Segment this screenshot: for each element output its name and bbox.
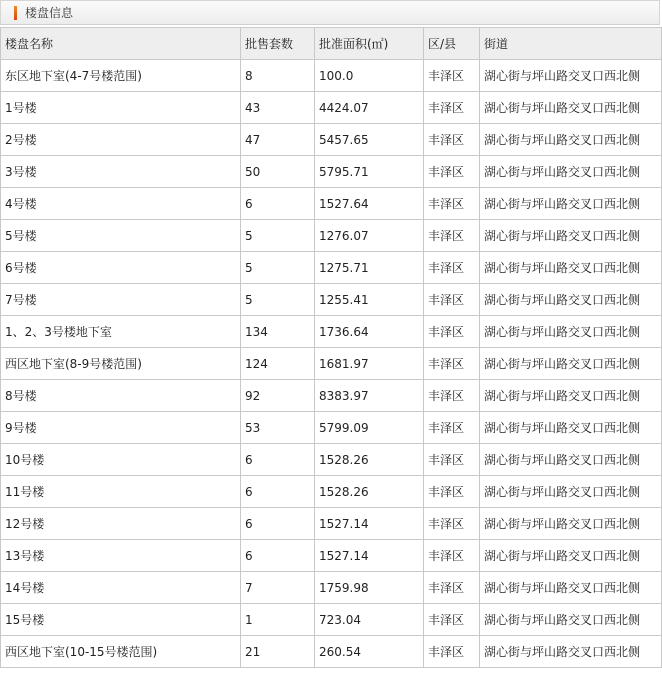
table-row xyxy=(1,124,662,156)
cell-district: 丰泽区 xyxy=(424,252,480,284)
cell-approved-area: 1681.97 xyxy=(315,348,424,380)
cell-approved-area: 1736.64 xyxy=(315,316,424,348)
cell-district: 丰泽区 xyxy=(424,124,480,156)
cell-units-sold: 6 xyxy=(241,476,315,508)
cell-approved-area: 1255.41 xyxy=(315,284,424,316)
cell-district: 丰泽区 xyxy=(424,348,480,380)
table-row xyxy=(1,444,662,476)
cell-building-name: 10号楼 xyxy=(1,444,241,476)
cell-district: 丰泽区 xyxy=(424,476,480,508)
cell-approved-area: 1276.07 xyxy=(315,220,424,252)
panel-title: 楼盘信息 xyxy=(25,6,74,20)
table-row xyxy=(1,156,662,188)
cell-district: 丰泽区 xyxy=(424,540,480,572)
cell-approved-area: 8383.97 xyxy=(315,380,424,412)
cell-street: 湖心街与坪山路交叉口西北侧 xyxy=(480,92,662,124)
cell-units-sold: 5 xyxy=(241,252,315,284)
cell-approved-area: 1527.14 xyxy=(315,540,424,572)
column-header-units: 批售套数 xyxy=(241,28,315,60)
cell-units-sold: 47 xyxy=(241,124,315,156)
table-header-row xyxy=(1,28,662,60)
table-row xyxy=(1,604,662,636)
section-marker-icon xyxy=(14,6,17,20)
cell-street: 湖心街与坪山路交叉口西北侧 xyxy=(480,316,662,348)
cell-street: 湖心街与坪山路交叉口西北侧 xyxy=(480,60,662,92)
cell-street: 湖心街与坪山路交叉口西北侧 xyxy=(480,188,662,220)
cell-building-name: 西区地下室(10-15号楼范围) xyxy=(1,636,241,668)
table-row xyxy=(1,316,662,348)
cell-street: 湖心街与坪山路交叉口西北侧 xyxy=(480,252,662,284)
cell-building-name: 4号楼 xyxy=(1,188,241,220)
cell-building-name: 8号楼 xyxy=(1,380,241,412)
cell-district: 丰泽区 xyxy=(424,156,480,188)
cell-street: 湖心街与坪山路交叉口西北侧 xyxy=(480,412,662,444)
column-header-street: 街道 xyxy=(480,28,662,60)
cell-district: 丰泽区 xyxy=(424,220,480,252)
cell-street: 湖心街与坪山路交叉口西北侧 xyxy=(480,540,662,572)
cell-street: 湖心街与坪山路交叉口西北侧 xyxy=(480,156,662,188)
table-row xyxy=(1,540,662,572)
cell-district: 丰泽区 xyxy=(424,412,480,444)
cell-approved-area: 5457.65 xyxy=(315,124,424,156)
table-row xyxy=(1,572,662,604)
cell-units-sold: 124 xyxy=(241,348,315,380)
column-header-name: 楼盘名称 xyxy=(1,28,241,60)
cell-approved-area: 5799.09 xyxy=(315,412,424,444)
cell-approved-area: 1759.98 xyxy=(315,572,424,604)
cell-units-sold: 43 xyxy=(241,92,315,124)
cell-approved-area: 260.54 xyxy=(315,636,424,668)
cell-units-sold: 21 xyxy=(241,636,315,668)
cell-street: 湖心街与坪山路交叉口西北侧 xyxy=(480,508,662,540)
cell-district: 丰泽区 xyxy=(424,60,480,92)
cell-approved-area: 1527.64 xyxy=(315,188,424,220)
cell-building-name: 15号楼 xyxy=(1,604,241,636)
cell-street: 湖心街与坪山路交叉口西北侧 xyxy=(480,284,662,316)
cell-building-name: 12号楼 xyxy=(1,508,241,540)
cell-units-sold: 6 xyxy=(241,508,315,540)
cell-approved-area: 100.0 xyxy=(315,60,424,92)
cell-district: 丰泽区 xyxy=(424,188,480,220)
table-row xyxy=(1,60,662,92)
panel-header xyxy=(0,0,660,25)
cell-approved-area: 1528.26 xyxy=(315,444,424,476)
cell-district: 丰泽区 xyxy=(424,636,480,668)
table-row xyxy=(1,252,662,284)
cell-district: 丰泽区 xyxy=(424,444,480,476)
table-row xyxy=(1,476,662,508)
column-header-area: 批准面积(㎡) xyxy=(315,28,424,60)
cell-street: 湖心街与坪山路交叉口西北侧 xyxy=(480,220,662,252)
cell-units-sold: 92 xyxy=(241,380,315,412)
cell-approved-area: 1275.71 xyxy=(315,252,424,284)
cell-units-sold: 6 xyxy=(241,444,315,476)
cell-district: 丰泽区 xyxy=(424,572,480,604)
cell-district: 丰泽区 xyxy=(424,92,480,124)
table-row xyxy=(1,412,662,444)
table-row xyxy=(1,380,662,412)
cell-approved-area: 5795.71 xyxy=(315,156,424,188)
cell-street: 湖心街与坪山路交叉口西北侧 xyxy=(480,380,662,412)
cell-approved-area: 1528.26 xyxy=(315,476,424,508)
cell-units-sold: 6 xyxy=(241,540,315,572)
cell-building-name: 14号楼 xyxy=(1,572,241,604)
cell-building-name: 7号楼 xyxy=(1,284,241,316)
cell-street: 湖心街与坪山路交叉口西北侧 xyxy=(480,476,662,508)
cell-building-name: 1、2、3号楼地下室 xyxy=(1,316,241,348)
cell-street: 湖心街与坪山路交叉口西北侧 xyxy=(480,348,662,380)
cell-units-sold: 53 xyxy=(241,412,315,444)
cell-district: 丰泽区 xyxy=(424,508,480,540)
cell-units-sold: 5 xyxy=(241,284,315,316)
cell-units-sold: 6 xyxy=(241,188,315,220)
cell-units-sold: 7 xyxy=(241,572,315,604)
cell-street: 湖心街与坪山路交叉口西北侧 xyxy=(480,572,662,604)
cell-approved-area: 723.04 xyxy=(315,604,424,636)
table-row xyxy=(1,284,662,316)
listing-table xyxy=(0,27,662,668)
cell-street: 湖心街与坪山路交叉口西北侧 xyxy=(480,636,662,668)
cell-units-sold: 1 xyxy=(241,604,315,636)
cell-building-name: 5号楼 xyxy=(1,220,241,252)
cell-approved-area: 4424.07 xyxy=(315,92,424,124)
cell-district: 丰泽区 xyxy=(424,604,480,636)
cell-building-name: 9号楼 xyxy=(1,412,241,444)
table-row xyxy=(1,636,662,668)
cell-building-name: 3号楼 xyxy=(1,156,241,188)
cell-units-sold: 134 xyxy=(241,316,315,348)
cell-street: 湖心街与坪山路交叉口西北侧 xyxy=(480,444,662,476)
table-row xyxy=(1,92,662,124)
cell-street: 湖心街与坪山路交叉口西北侧 xyxy=(480,604,662,636)
cell-building-name: 西区地下室(8-9号楼范围) xyxy=(1,348,241,380)
cell-approved-area: 1527.14 xyxy=(315,508,424,540)
table-row xyxy=(1,348,662,380)
cell-building-name: 1号楼 xyxy=(1,92,241,124)
cell-street: 湖心街与坪山路交叉口西北侧 xyxy=(480,124,662,156)
cell-district: 丰泽区 xyxy=(424,316,480,348)
table-row xyxy=(1,508,662,540)
table-row xyxy=(1,188,662,220)
cell-building-name: 6号楼 xyxy=(1,252,241,284)
cell-units-sold: 8 xyxy=(241,60,315,92)
table-row xyxy=(1,220,662,252)
cell-units-sold: 50 xyxy=(241,156,315,188)
cell-district: 丰泽区 xyxy=(424,284,480,316)
column-header-district: 区/县 xyxy=(424,28,480,60)
cell-building-name: 11号楼 xyxy=(1,476,241,508)
cell-building-name: 13号楼 xyxy=(1,540,241,572)
cell-building-name: 东区地下室(4-7号楼范围) xyxy=(1,60,241,92)
cell-district: 丰泽区 xyxy=(424,380,480,412)
cell-building-name: 2号楼 xyxy=(1,124,241,156)
cell-units-sold: 5 xyxy=(241,220,315,252)
